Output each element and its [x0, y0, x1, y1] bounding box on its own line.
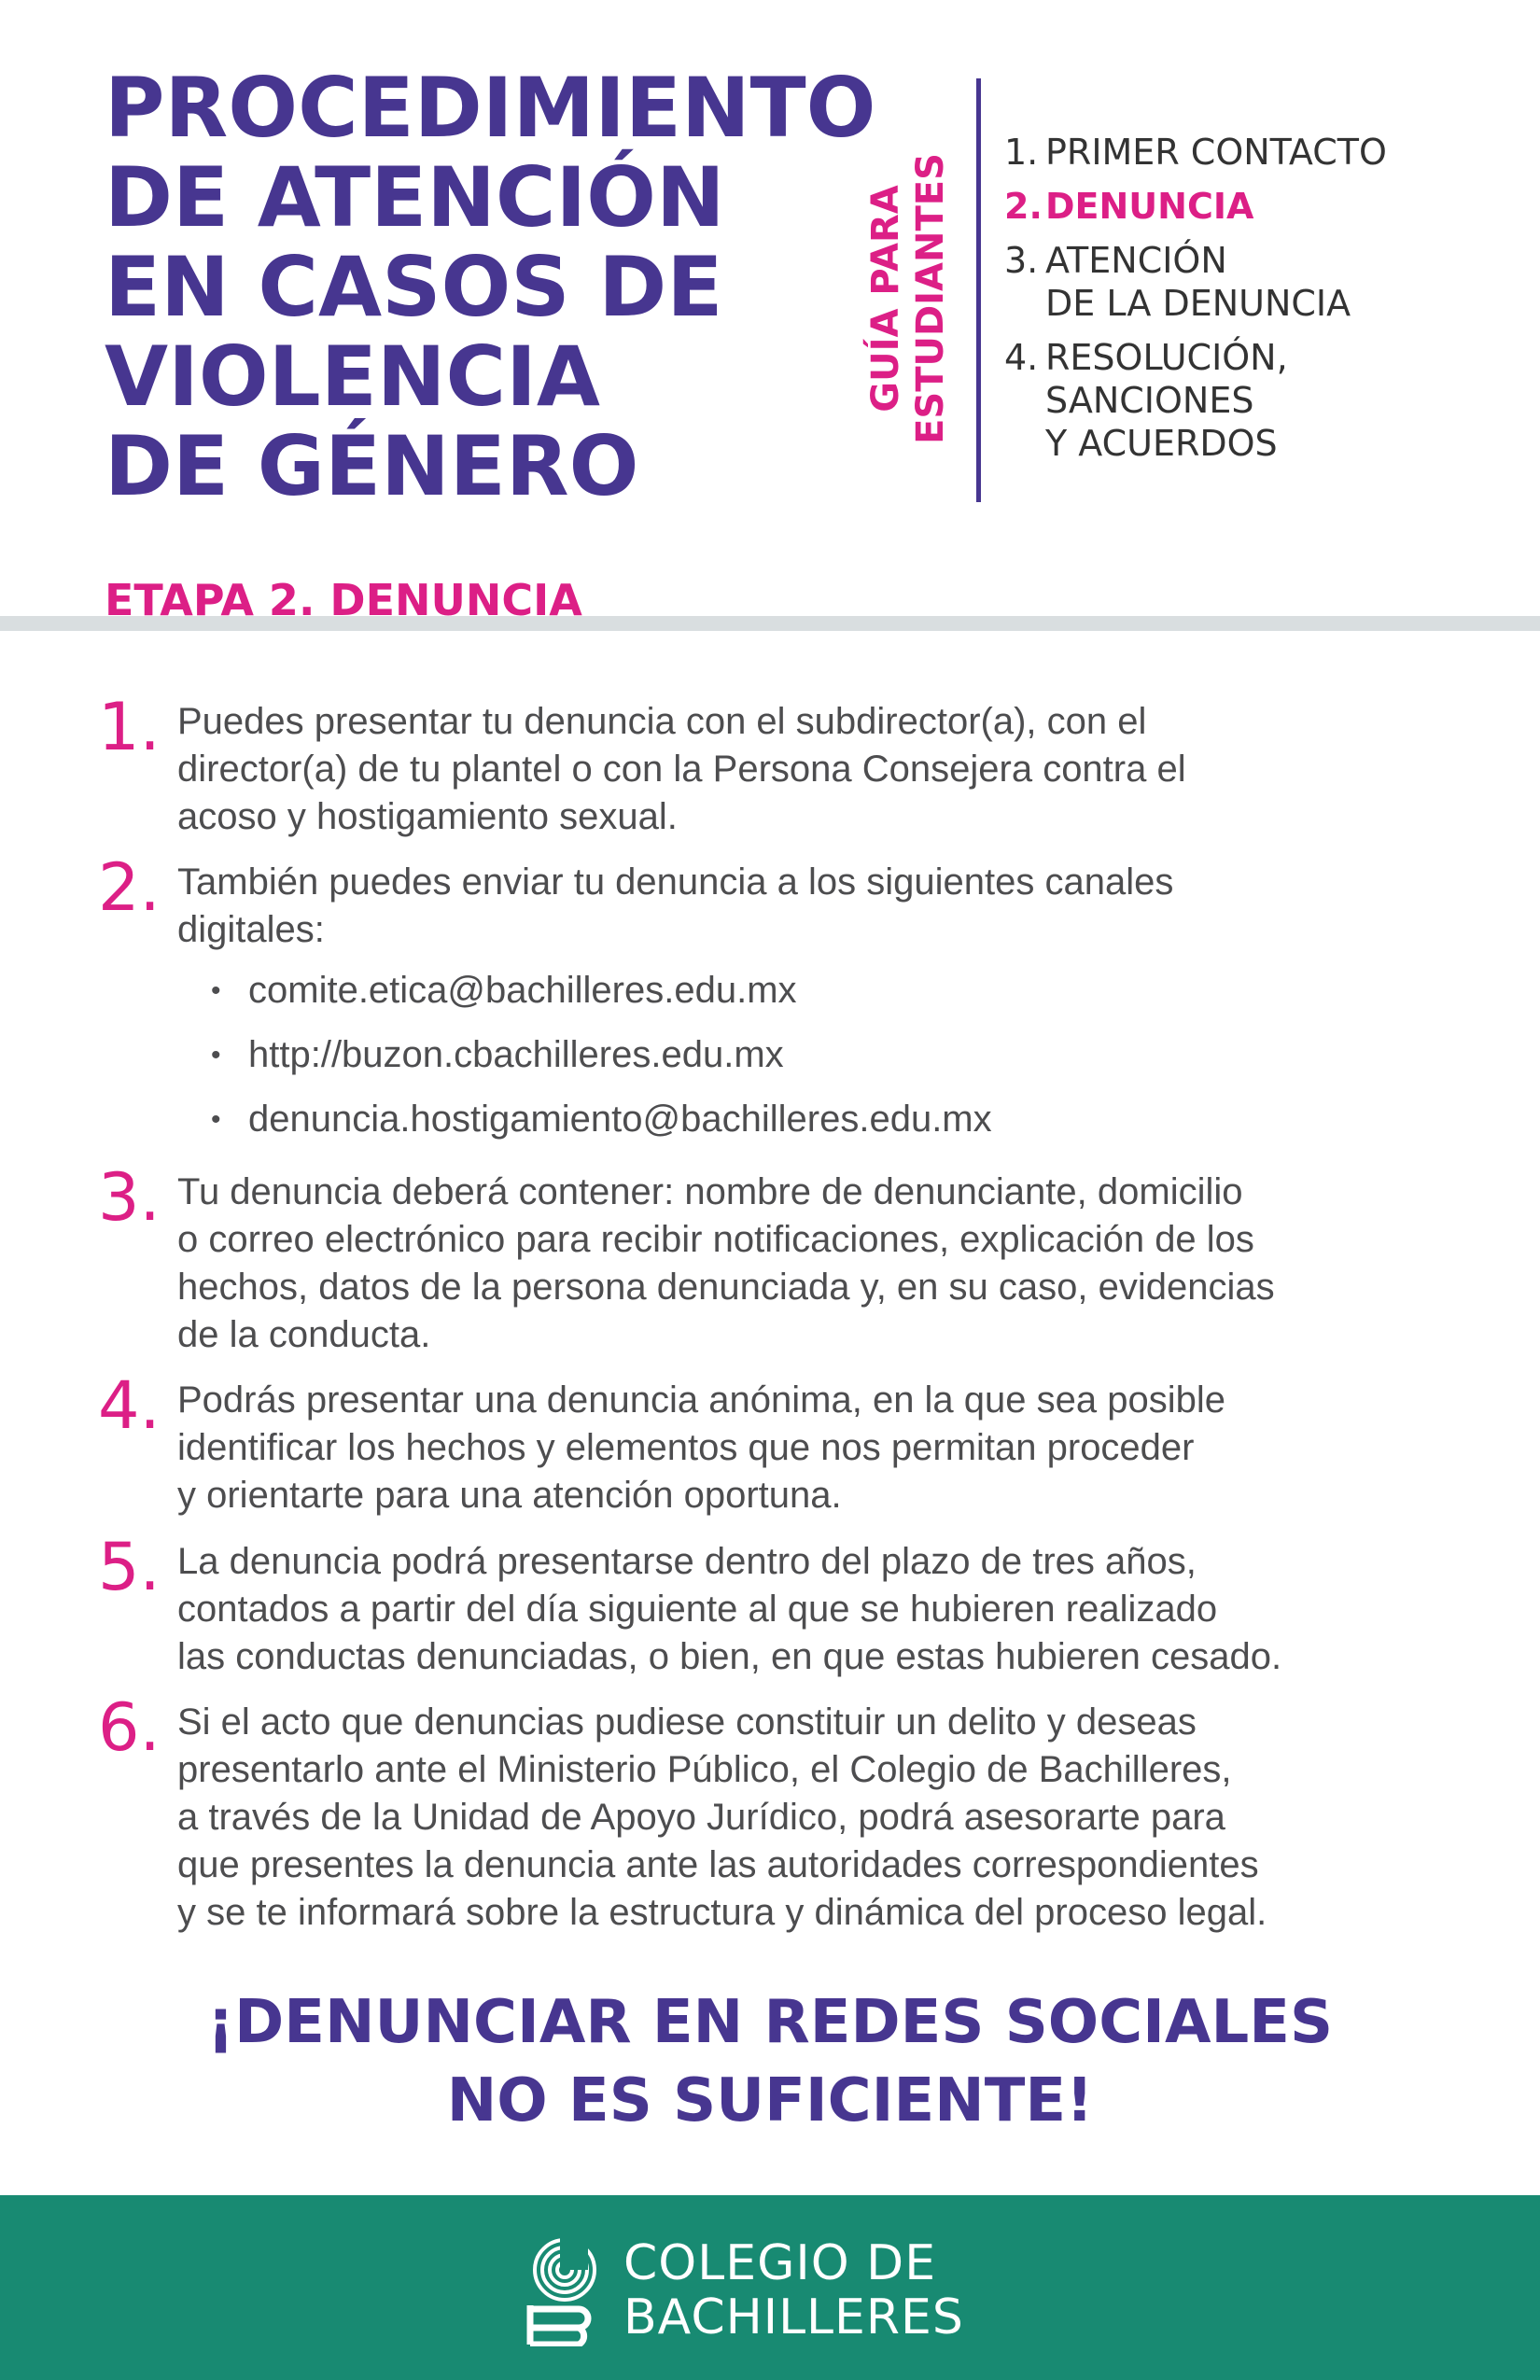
step-line: También puedes enviar tu denuncia a los siguientes canales	[177, 861, 1174, 903]
step-line: La denuncia podrá presentarse dentro del plazo de tres años,	[177, 1541, 1197, 1582]
step-number: 6.	[98, 1689, 161, 1766]
stage-label: DE LA DENUNCIA	[1045, 283, 1351, 324]
step-item	[98, 1159, 1275, 1359]
logo-line: BACHILLERES	[623, 2289, 964, 2345]
step-line: digitales:	[177, 909, 325, 950]
stage-item-active	[1004, 185, 1387, 228]
title-line: DE GÉNERO	[105, 418, 639, 514]
guide-line: ESTUDIANTES	[909, 153, 952, 444]
step-line: Podrás presentar una denuncia anónima, en la que sea posible	[177, 1379, 1226, 1421]
step-item	[98, 689, 1186, 841]
stage-number: 4.	[1004, 337, 1039, 378]
guide-line: GUÍA PARA	[864, 185, 907, 413]
colegio-de-bachilleres-logo-icon	[523, 2234, 607, 2346]
step-line: y orientarte para una atención oportuna.	[177, 1475, 842, 1516]
stage-number: 1.	[1004, 132, 1039, 173]
step-line: que presentes la denuncia ante las autoridades correspondientes	[177, 1844, 1259, 1885]
step-line: contados a partir del día siguiente al que se hubieren realizado	[177, 1589, 1218, 1630]
stage-item	[1004, 239, 1387, 325]
section-title: ETAPA 2. DENUNCIA	[105, 575, 582, 625]
step-line: y se te informará sobre la estructura y dinámica del proceso legal.	[177, 1892, 1267, 1933]
step-text	[177, 1377, 1225, 1519]
step-number: 3.	[98, 1159, 161, 1236]
stage-number: 2.	[1004, 186, 1043, 227]
channel-buzon-url: • http://buzon.cbachilleres.edu.mx	[177, 1031, 1173, 1096]
step-item	[98, 849, 1174, 1160]
step-item	[98, 1367, 1226, 1519]
title-line: EN CASOS DE	[105, 239, 723, 335]
step-item	[98, 1529, 1282, 1681]
institution-logo	[523, 2234, 964, 2346]
step-line: director(a) de tu plantel o con la Persona Consejera contra el	[177, 749, 1186, 790]
step-line: hechos, datos de la persona denunciada y, en su caso, evidencias	[177, 1267, 1275, 1308]
vertical-divider	[976, 78, 981, 502]
step-line: identificar los hechos y elementos que nos permitan proceder	[177, 1427, 1195, 1468]
title-line: PROCEDIMIENTO	[105, 60, 876, 156]
stages-list	[1004, 131, 1387, 476]
step-number: 4.	[98, 1367, 161, 1444]
stage-number: 3.	[1004, 240, 1039, 281]
main-title	[105, 60, 945, 514]
step-item	[98, 1689, 1267, 1937]
step-line: Si el acto que denuncias pudiese constituir un delito y deseas	[177, 1701, 1197, 1743]
stage-item	[1004, 131, 1387, 174]
guide-label	[863, 93, 968, 504]
stage-label: Y ACUERDOS	[1045, 423, 1278, 464]
call-to-action	[0, 1983, 1540, 2140]
stage-label: PRIMER CONTACTO	[1045, 132, 1387, 173]
logo-line: COLEGIO DE	[623, 2235, 937, 2291]
step-number: 1.	[98, 689, 161, 765]
cta-line: ¡DENUNCIAR EN REDES SOCIALES	[206, 1988, 1334, 2057]
step-number: 5.	[98, 1529, 161, 1605]
step-line: Tu denuncia deberá contener: nombre de denunciante, domicilio	[177, 1171, 1243, 1212]
step-line: presentarlo ante el Ministerio Público, el Colegio de Bachilleres,	[177, 1749, 1232, 1790]
stage-label: DENUNCIA	[1045, 186, 1254, 227]
step-line: las conductas denunciadas, o bien, en que estas hubieren cesado.	[177, 1636, 1282, 1677]
channel-list	[177, 967, 1173, 1160]
step-line: a través de la Unidad de Apoyo Jurídico, podrá asesorarte para	[177, 1797, 1225, 1838]
step-number: 2.	[98, 849, 161, 926]
channel-email-hostigamiento: • denuncia.hostigamiento@bachilleres.edu.mx	[177, 1096, 1173, 1160]
step-line: Puedes presentar tu denuncia con el subdirector(a), con el	[177, 701, 1147, 742]
stage-item	[1004, 336, 1387, 465]
step-text	[177, 1169, 1275, 1359]
title-line: DE ATENCIÓN	[105, 149, 725, 245]
step-text	[177, 859, 1173, 1160]
stage-label: ATENCIÓN	[1045, 240, 1227, 281]
channel-email-etica: • comite.etica@bachilleres.edu.mx	[177, 967, 1173, 1031]
footer-band	[0, 2195, 1540, 2380]
step-text	[177, 1699, 1267, 1937]
step-line: o correo electrónico para recibir notificaciones, explicación de los	[177, 1219, 1254, 1260]
cta-line: NO ES SUFICIENTE!	[446, 2066, 1094, 2135]
step-text	[177, 698, 1186, 841]
stage-label: RESOLUCIÓN,	[1045, 337, 1288, 378]
step-text	[177, 1538, 1281, 1681]
stage-label: SANCIONES	[1045, 380, 1254, 421]
step-line: acoso y hostigamiento sexual.	[177, 796, 678, 837]
step-line: de la conducta.	[177, 1314, 431, 1355]
title-line: VIOLENCIA	[105, 329, 600, 425]
logo-wordmark	[623, 2236, 964, 2345]
